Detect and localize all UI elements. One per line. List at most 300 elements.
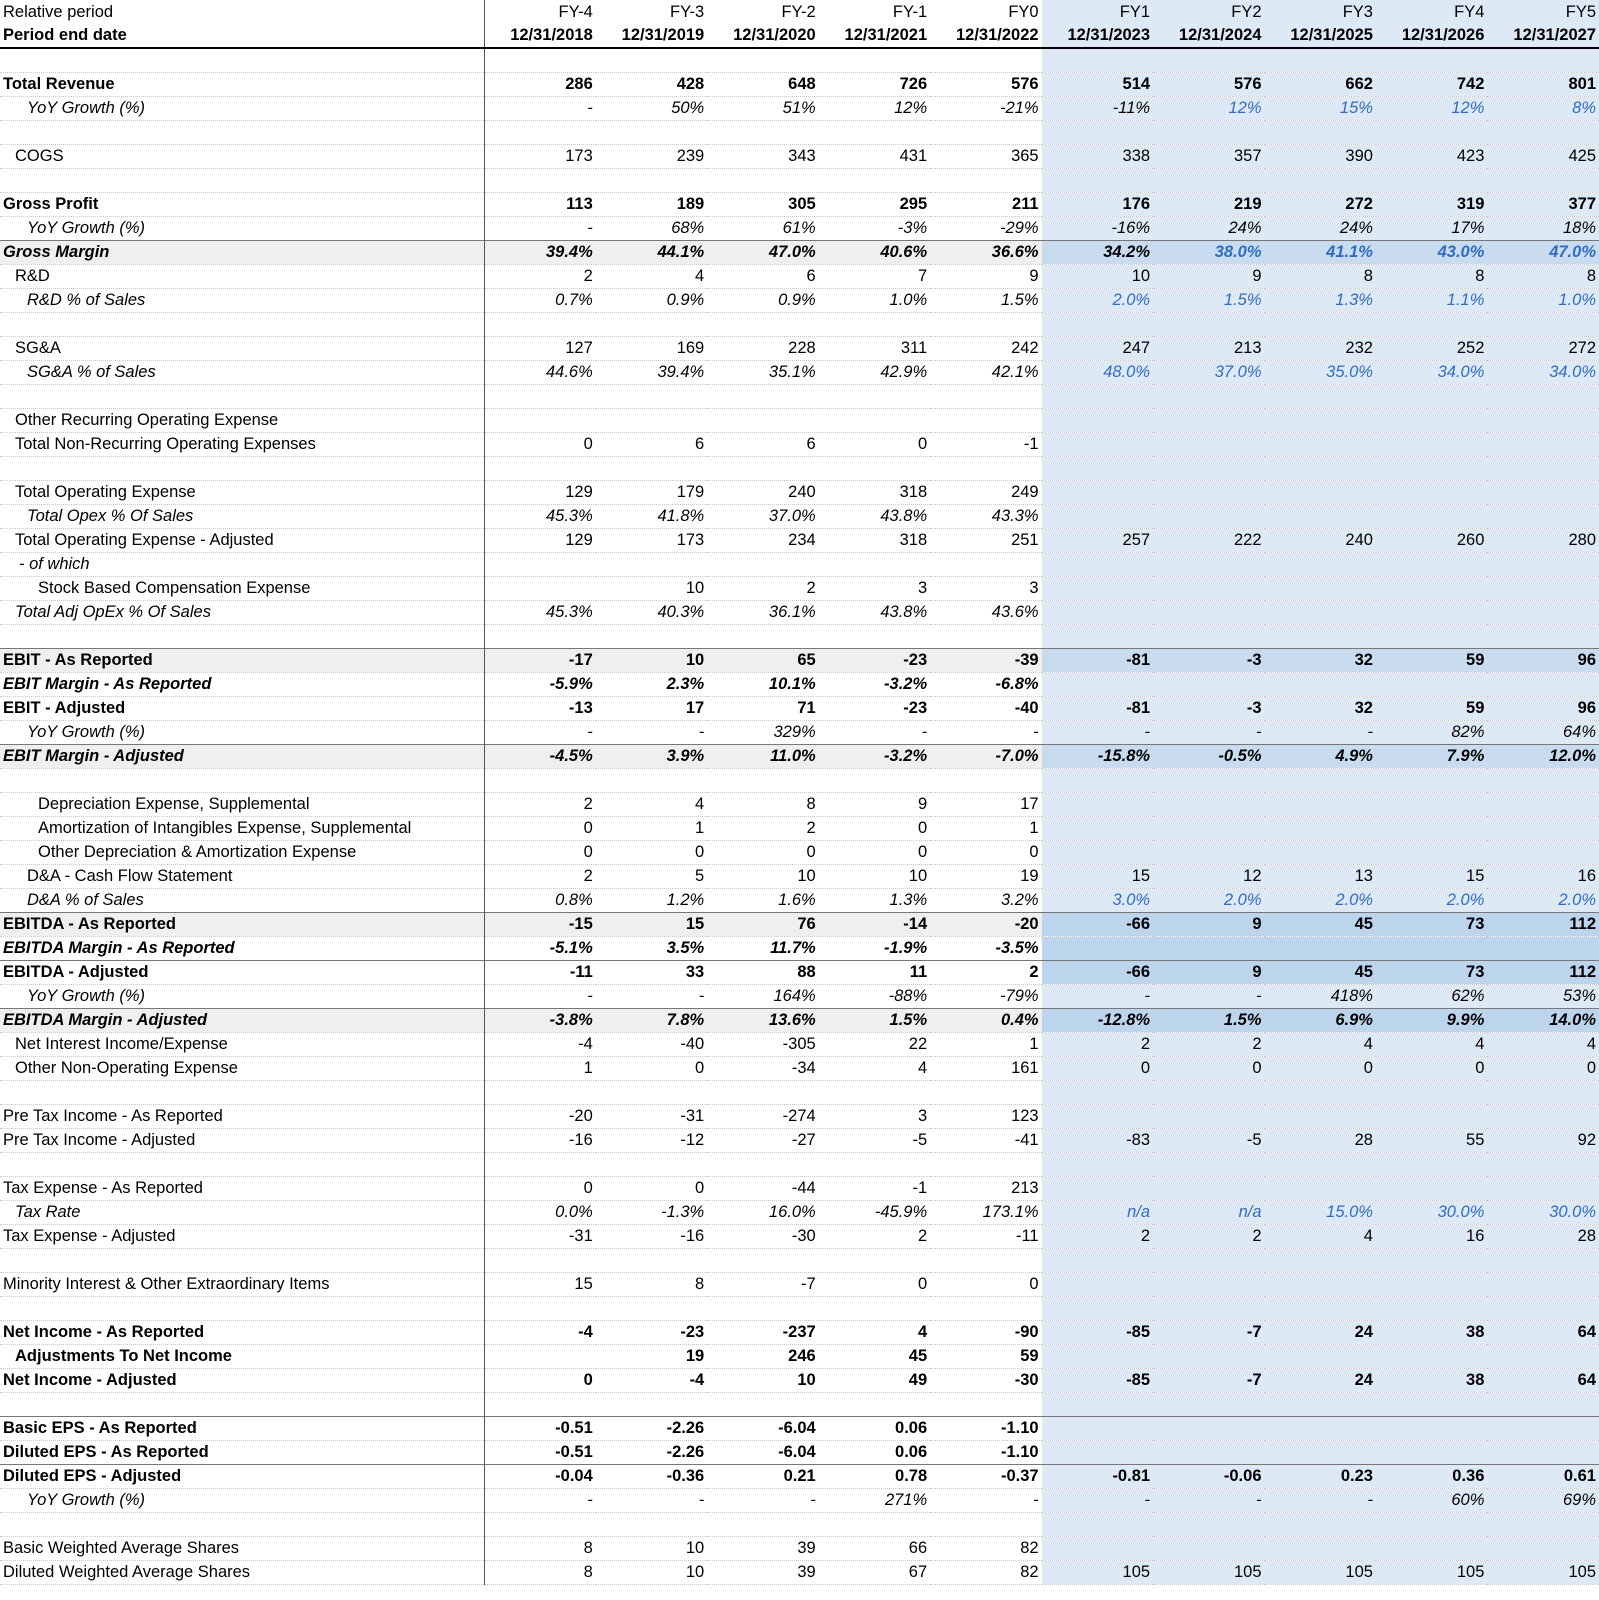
row-label[interactable]: D&A - Cash Flow Statement bbox=[0, 864, 484, 888]
value-cell[interactable]: -4 bbox=[484, 1032, 595, 1056]
value-cell[interactable]: 662 bbox=[1265, 72, 1376, 96]
value-cell[interactable]: 286 bbox=[484, 72, 595, 96]
value-cell[interactable]: -15.8% bbox=[1042, 744, 1153, 768]
value-cell[interactable]: -3% bbox=[819, 216, 930, 240]
value-cell[interactable]: 219 bbox=[1153, 192, 1264, 216]
value-cell[interactable]: 3.5% bbox=[596, 936, 707, 960]
row-label[interactable]: Total Adj OpEx % Of Sales bbox=[0, 600, 484, 624]
value-cell[interactable]: -79% bbox=[930, 984, 1041, 1008]
value-cell[interactable] bbox=[1487, 1344, 1599, 1368]
value-cell[interactable]: 2.0% bbox=[1265, 888, 1376, 912]
value-cell[interactable]: 53% bbox=[1487, 984, 1599, 1008]
value-cell[interactable] bbox=[1042, 432, 1153, 456]
value-cell[interactable]: 129 bbox=[484, 480, 595, 504]
row-label[interactable]: Net Income - Adjusted bbox=[0, 1368, 484, 1392]
value-cell[interactable] bbox=[1265, 1272, 1376, 1296]
value-cell[interactable]: 129 bbox=[484, 528, 595, 552]
value-cell[interactable] bbox=[1487, 1104, 1599, 1128]
value-cell[interactable]: 305 bbox=[707, 192, 818, 216]
period-date[interactable]: 12/31/2021 bbox=[819, 24, 930, 48]
value-cell[interactable] bbox=[1153, 840, 1264, 864]
value-cell[interactable]: -29% bbox=[930, 216, 1041, 240]
row-label[interactable]: Amortization of Intangibles Expense, Supplemental bbox=[0, 816, 484, 840]
value-cell[interactable] bbox=[930, 1392, 1041, 1416]
value-cell[interactable]: 1.2% bbox=[596, 888, 707, 912]
value-cell[interactable] bbox=[819, 1080, 930, 1104]
value-cell[interactable]: 6 bbox=[707, 432, 818, 456]
value-cell[interactable]: 2 bbox=[484, 792, 595, 816]
value-cell[interactable]: 10 bbox=[707, 864, 818, 888]
value-cell[interactable] bbox=[1153, 792, 1264, 816]
value-cell[interactable]: 3.0% bbox=[1042, 888, 1153, 912]
value-cell[interactable]: -66 bbox=[1042, 960, 1153, 984]
value-cell[interactable]: -0.51 bbox=[484, 1440, 595, 1464]
value-cell[interactable]: 260 bbox=[1376, 528, 1487, 552]
value-cell[interactable]: 280 bbox=[1487, 528, 1599, 552]
value-cell[interactable] bbox=[1265, 312, 1376, 336]
value-cell[interactable]: 1.6% bbox=[707, 888, 818, 912]
value-cell[interactable]: 0 bbox=[596, 1176, 707, 1200]
value-cell[interactable]: 249 bbox=[930, 480, 1041, 504]
value-cell[interactable]: -0.81 bbox=[1042, 1464, 1153, 1488]
value-cell[interactable] bbox=[484, 1296, 595, 1320]
value-cell[interactable]: 9 bbox=[930, 264, 1041, 288]
value-cell[interactable]: -3 bbox=[1153, 696, 1264, 720]
value-cell[interactable]: -40 bbox=[930, 696, 1041, 720]
value-cell[interactable]: -1 bbox=[930, 432, 1041, 456]
value-cell[interactable]: 0 bbox=[484, 840, 595, 864]
value-cell[interactable] bbox=[1265, 1248, 1376, 1272]
value-cell[interactable]: 295 bbox=[819, 192, 930, 216]
value-cell[interactable] bbox=[707, 312, 818, 336]
value-cell[interactable] bbox=[484, 1392, 595, 1416]
value-cell[interactable]: 96 bbox=[1487, 648, 1599, 672]
value-cell[interactable]: 0 bbox=[1487, 1056, 1599, 1080]
value-cell[interactable] bbox=[1376, 120, 1487, 144]
value-cell[interactable]: 2 bbox=[819, 1224, 930, 1248]
value-cell[interactable] bbox=[1487, 1536, 1599, 1560]
value-cell[interactable] bbox=[1042, 1176, 1153, 1200]
value-cell[interactable]: 0 bbox=[930, 1272, 1041, 1296]
value-cell[interactable] bbox=[1153, 1440, 1264, 1464]
value-cell[interactable]: 213 bbox=[930, 1176, 1041, 1200]
value-cell[interactable]: -39 bbox=[930, 648, 1041, 672]
value-cell[interactable] bbox=[1042, 1080, 1153, 1104]
value-cell[interactable]: 15.0% bbox=[1265, 1200, 1376, 1224]
value-cell[interactable] bbox=[930, 1248, 1041, 1272]
value-cell[interactable] bbox=[1265, 552, 1376, 576]
value-cell[interactable] bbox=[1042, 1296, 1153, 1320]
value-cell[interactable]: 42.1% bbox=[930, 360, 1041, 384]
value-cell[interactable]: 10.1% bbox=[707, 672, 818, 696]
row-label[interactable]: R&D % of Sales bbox=[0, 288, 484, 312]
value-cell[interactable]: 390 bbox=[1265, 144, 1376, 168]
value-cell[interactable]: 41.8% bbox=[596, 504, 707, 528]
value-cell[interactable]: 239 bbox=[596, 144, 707, 168]
value-cell[interactable] bbox=[1042, 768, 1153, 792]
value-cell[interactable] bbox=[484, 1344, 595, 1368]
row-label[interactable]: YoY Growth (%) bbox=[0, 984, 484, 1008]
value-cell[interactable]: - bbox=[1153, 984, 1264, 1008]
value-cell[interactable] bbox=[1376, 1536, 1487, 1560]
value-cell[interactable]: 1.5% bbox=[1153, 288, 1264, 312]
value-cell[interactable]: 45 bbox=[1265, 960, 1376, 984]
value-cell[interactable] bbox=[1265, 1416, 1376, 1440]
value-cell[interactable] bbox=[1487, 600, 1599, 624]
period-header[interactable]: FY3 bbox=[1265, 0, 1376, 24]
value-cell[interactable]: 40.3% bbox=[596, 600, 707, 624]
value-cell[interactable] bbox=[930, 552, 1041, 576]
row-label[interactable]: EBITDA Margin - As Reported bbox=[0, 936, 484, 960]
value-cell[interactable]: -13 bbox=[484, 696, 595, 720]
value-cell[interactable]: 257 bbox=[1042, 528, 1153, 552]
value-cell[interactable] bbox=[1376, 624, 1487, 648]
value-cell[interactable]: -0.06 bbox=[1153, 1464, 1264, 1488]
value-cell[interactable] bbox=[1376, 408, 1487, 432]
value-cell[interactable]: 19 bbox=[930, 864, 1041, 888]
value-cell[interactable]: 51% bbox=[707, 96, 818, 120]
value-cell[interactable]: 105 bbox=[1265, 1560, 1376, 1584]
value-cell[interactable]: -0.04 bbox=[484, 1464, 595, 1488]
value-cell[interactable] bbox=[1153, 1080, 1264, 1104]
value-cell[interactable] bbox=[1376, 1512, 1487, 1536]
value-cell[interactable]: 0 bbox=[930, 840, 1041, 864]
value-cell[interactable]: -5 bbox=[819, 1128, 930, 1152]
value-cell[interactable] bbox=[1376, 432, 1487, 456]
value-cell[interactable]: 42.9% bbox=[819, 360, 930, 384]
value-cell[interactable]: 10 bbox=[596, 1536, 707, 1560]
value-cell[interactable]: 9 bbox=[1153, 960, 1264, 984]
value-cell[interactable]: 2 bbox=[707, 576, 818, 600]
period-header[interactable]: FY4 bbox=[1376, 0, 1487, 24]
value-cell[interactable]: 272 bbox=[1265, 192, 1376, 216]
period-date[interactable]: 12/31/2027 bbox=[1487, 24, 1599, 48]
row-label[interactable]: Basic Weighted Average Shares bbox=[0, 1536, 484, 1560]
value-cell[interactable] bbox=[819, 1512, 930, 1536]
value-cell[interactable]: 247 bbox=[1042, 336, 1153, 360]
value-cell[interactable]: 4 bbox=[1487, 1032, 1599, 1056]
period-date[interactable]: 12/31/2020 bbox=[707, 24, 818, 48]
value-cell[interactable] bbox=[484, 168, 595, 192]
value-cell[interactable]: 82 bbox=[930, 1536, 1041, 1560]
period-header[interactable]: FY-2 bbox=[781, 2, 816, 21]
row-label[interactable]: - of which bbox=[0, 552, 484, 576]
row-label[interactable]: EBITDA - Adjusted bbox=[0, 960, 484, 984]
value-cell[interactable] bbox=[1487, 168, 1599, 192]
value-cell[interactable] bbox=[1153, 1152, 1264, 1176]
value-cell[interactable]: 15% bbox=[1265, 96, 1376, 120]
value-cell[interactable] bbox=[1376, 1272, 1487, 1296]
value-cell[interactable]: 45.3% bbox=[484, 600, 595, 624]
row-label[interactable]: COGS bbox=[0, 144, 484, 168]
value-cell[interactable]: 365 bbox=[930, 144, 1041, 168]
value-cell[interactable]: - bbox=[484, 1488, 595, 1512]
value-cell[interactable]: 34.0% bbox=[1376, 360, 1487, 384]
row-label[interactable]: Tax Rate bbox=[0, 1200, 484, 1224]
value-cell[interactable] bbox=[1153, 480, 1264, 504]
row-label[interactable] bbox=[0, 48, 484, 72]
value-cell[interactable]: 38 bbox=[1376, 1368, 1487, 1392]
value-cell[interactable]: 0.9% bbox=[707, 288, 818, 312]
value-cell[interactable]: -0.5% bbox=[1153, 744, 1264, 768]
value-cell[interactable] bbox=[819, 456, 930, 480]
value-cell[interactable]: -85 bbox=[1042, 1368, 1153, 1392]
value-cell[interactable]: 15 bbox=[596, 912, 707, 936]
value-cell[interactable]: - bbox=[930, 1488, 1041, 1512]
row-label[interactable]: EBIT - As Reported bbox=[0, 648, 484, 672]
value-cell[interactable]: 68% bbox=[596, 216, 707, 240]
row-label[interactable]: EBIT - Adjusted bbox=[0, 696, 484, 720]
value-cell[interactable]: 0 bbox=[707, 840, 818, 864]
value-cell[interactable] bbox=[707, 1296, 818, 1320]
relative-period-label[interactable]: Relative period bbox=[0, 0, 484, 24]
value-cell[interactable]: -45.9% bbox=[819, 1200, 930, 1224]
value-cell[interactable]: 3.2% bbox=[930, 888, 1041, 912]
value-cell[interactable]: 1.5% bbox=[819, 1008, 930, 1032]
value-cell[interactable]: 8% bbox=[1487, 96, 1599, 120]
value-cell[interactable]: 16.0% bbox=[707, 1200, 818, 1224]
value-cell[interactable] bbox=[1265, 816, 1376, 840]
value-cell[interactable]: -21% bbox=[930, 96, 1041, 120]
value-cell[interactable]: - bbox=[484, 720, 595, 744]
value-cell[interactable]: 252 bbox=[1376, 336, 1487, 360]
value-cell[interactable] bbox=[1042, 552, 1153, 576]
value-cell[interactable]: 1.5% bbox=[930, 288, 1041, 312]
value-cell[interactable]: -1 bbox=[819, 1176, 930, 1200]
row-label[interactable] bbox=[0, 312, 484, 336]
value-cell[interactable]: 7.8% bbox=[596, 1008, 707, 1032]
value-cell[interactable] bbox=[1376, 456, 1487, 480]
value-cell[interactable]: 12 bbox=[1153, 864, 1264, 888]
value-cell[interactable] bbox=[1376, 168, 1487, 192]
value-cell[interactable] bbox=[1376, 1080, 1487, 1104]
value-cell[interactable]: 343 bbox=[707, 144, 818, 168]
value-cell[interactable]: -6.04 bbox=[707, 1416, 818, 1440]
value-cell[interactable] bbox=[1487, 624, 1599, 648]
value-cell[interactable]: 12.0% bbox=[1487, 744, 1599, 768]
value-cell[interactable]: 648 bbox=[707, 72, 818, 96]
value-cell[interactable]: - bbox=[1265, 1488, 1376, 1512]
value-cell[interactable] bbox=[930, 1080, 1041, 1104]
value-cell[interactable] bbox=[1487, 768, 1599, 792]
value-cell[interactable] bbox=[1265, 576, 1376, 600]
row-label[interactable]: Gross Profit bbox=[0, 192, 484, 216]
value-cell[interactable] bbox=[930, 456, 1041, 480]
row-label[interactable]: Total Revenue bbox=[0, 72, 484, 96]
value-cell[interactable]: -5.1% bbox=[484, 936, 595, 960]
value-cell[interactable]: 47.0% bbox=[1487, 240, 1599, 264]
value-cell[interactable] bbox=[596, 456, 707, 480]
value-cell[interactable]: 726 bbox=[819, 72, 930, 96]
row-label[interactable] bbox=[0, 168, 484, 192]
row-label[interactable] bbox=[0, 1080, 484, 1104]
row-label[interactable]: R&D bbox=[0, 264, 484, 288]
value-cell[interactable] bbox=[707, 1248, 818, 1272]
row-label[interactable]: EBIT Margin - As Reported bbox=[0, 672, 484, 696]
row-label[interactable] bbox=[0, 624, 484, 648]
value-cell[interactable] bbox=[596, 768, 707, 792]
value-cell[interactable]: 24% bbox=[1265, 216, 1376, 240]
value-cell[interactable]: 0.7% bbox=[484, 288, 595, 312]
value-cell[interactable] bbox=[1153, 120, 1264, 144]
value-cell[interactable]: 0 bbox=[819, 1272, 930, 1296]
value-cell[interactable]: -88% bbox=[819, 984, 930, 1008]
value-cell[interactable] bbox=[1042, 408, 1153, 432]
row-label[interactable] bbox=[0, 768, 484, 792]
value-cell[interactable]: -16 bbox=[484, 1128, 595, 1152]
period-date[interactable]: 12/31/2025 bbox=[1265, 24, 1376, 48]
value-cell[interactable] bbox=[1042, 480, 1153, 504]
value-cell[interactable] bbox=[1265, 1176, 1376, 1200]
value-cell[interactable]: 35.1% bbox=[707, 360, 818, 384]
value-cell[interactable] bbox=[484, 1080, 595, 1104]
value-cell[interactable]: -83 bbox=[1042, 1128, 1153, 1152]
value-cell[interactable]: 34.2% bbox=[1042, 240, 1153, 264]
value-cell[interactable]: 47.0% bbox=[707, 240, 818, 264]
value-cell[interactable] bbox=[1153, 576, 1264, 600]
value-cell[interactable]: 2 bbox=[1042, 1224, 1153, 1248]
row-label[interactable] bbox=[0, 1152, 484, 1176]
value-cell[interactable] bbox=[1487, 1272, 1599, 1296]
value-cell[interactable]: 0 bbox=[1376, 1056, 1487, 1080]
value-cell[interactable]: 242 bbox=[930, 336, 1041, 360]
value-cell[interactable]: 10 bbox=[596, 648, 707, 672]
row-label[interactable]: Stock Based Compensation Expense bbox=[0, 576, 484, 600]
value-cell[interactable] bbox=[1153, 1272, 1264, 1296]
value-cell[interactable] bbox=[930, 120, 1041, 144]
value-cell[interactable]: 0 bbox=[484, 816, 595, 840]
value-cell[interactable]: 9 bbox=[819, 792, 930, 816]
value-cell[interactable]: 2 bbox=[930, 960, 1041, 984]
value-cell[interactable]: 2.0% bbox=[1042, 288, 1153, 312]
value-cell[interactable] bbox=[930, 1512, 1041, 1536]
value-cell[interactable] bbox=[484, 48, 595, 72]
value-cell[interactable]: n/a bbox=[1153, 1200, 1264, 1224]
period-header[interactable]: FY-4 bbox=[558, 2, 593, 21]
row-label[interactable]: Diluted EPS - Adjusted bbox=[0, 1464, 484, 1488]
value-cell[interactable]: - bbox=[930, 720, 1041, 744]
value-cell[interactable] bbox=[930, 768, 1041, 792]
value-cell[interactable]: 64 bbox=[1487, 1320, 1599, 1344]
value-cell[interactable]: -16% bbox=[1042, 216, 1153, 240]
value-cell[interactable]: 9 bbox=[1153, 912, 1264, 936]
value-cell[interactable] bbox=[1153, 1344, 1264, 1368]
value-cell[interactable] bbox=[1153, 1416, 1264, 1440]
value-cell[interactable] bbox=[484, 624, 595, 648]
value-cell[interactable] bbox=[1487, 480, 1599, 504]
value-cell[interactable]: 22 bbox=[819, 1032, 930, 1056]
value-cell[interactable]: 73 bbox=[1376, 912, 1487, 936]
value-cell[interactable] bbox=[596, 624, 707, 648]
period-end-date-label[interactable]: Period end date bbox=[0, 24, 484, 48]
value-cell[interactable] bbox=[1265, 768, 1376, 792]
value-cell[interactable]: 50% bbox=[596, 96, 707, 120]
value-cell[interactable]: -305 bbox=[707, 1032, 818, 1056]
value-cell[interactable] bbox=[1153, 408, 1264, 432]
value-cell[interactable]: 71 bbox=[707, 696, 818, 720]
value-cell[interactable]: 2 bbox=[1153, 1224, 1264, 1248]
value-cell[interactable] bbox=[1153, 936, 1264, 960]
value-cell[interactable]: 2 bbox=[707, 816, 818, 840]
row-label[interactable] bbox=[0, 384, 484, 408]
value-cell[interactable]: 4 bbox=[819, 1056, 930, 1080]
value-cell[interactable] bbox=[707, 1152, 818, 1176]
value-cell[interactable] bbox=[1376, 1344, 1487, 1368]
row-label[interactable]: Total Opex % Of Sales bbox=[0, 504, 484, 528]
row-label[interactable]: YoY Growth (%) bbox=[0, 1488, 484, 1512]
value-cell[interactable]: 2 bbox=[484, 864, 595, 888]
value-cell[interactable]: 3 bbox=[819, 576, 930, 600]
value-cell[interactable] bbox=[1376, 768, 1487, 792]
value-cell[interactable]: 28 bbox=[1265, 1128, 1376, 1152]
value-cell[interactable]: 82% bbox=[1376, 720, 1487, 744]
period-header[interactable]: FY0 bbox=[1008, 2, 1039, 21]
value-cell[interactable]: 377 bbox=[1487, 192, 1599, 216]
value-cell[interactable]: 73 bbox=[1376, 960, 1487, 984]
value-cell[interactable]: 15 bbox=[1376, 864, 1487, 888]
value-cell[interactable]: 173.1% bbox=[930, 1200, 1041, 1224]
value-cell[interactable]: 11 bbox=[819, 960, 930, 984]
value-cell[interactable]: -23 bbox=[819, 696, 930, 720]
value-cell[interactable]: 59 bbox=[1376, 696, 1487, 720]
value-cell[interactable]: -40 bbox=[596, 1032, 707, 1056]
value-cell[interactable] bbox=[1376, 792, 1487, 816]
value-cell[interactable] bbox=[484, 768, 595, 792]
value-cell[interactable] bbox=[1487, 504, 1599, 528]
value-cell[interactable]: 228 bbox=[707, 336, 818, 360]
value-cell[interactable] bbox=[1153, 1392, 1264, 1416]
value-cell[interactable]: 0.06 bbox=[819, 1440, 930, 1464]
value-cell[interactable]: -23 bbox=[819, 648, 930, 672]
value-cell[interactable]: 576 bbox=[930, 72, 1041, 96]
value-cell[interactable]: 123 bbox=[930, 1104, 1041, 1128]
value-cell[interactable] bbox=[1265, 936, 1376, 960]
value-cell[interactable] bbox=[1042, 120, 1153, 144]
value-cell[interactable]: -41 bbox=[930, 1128, 1041, 1152]
value-cell[interactable]: 40.6% bbox=[819, 240, 930, 264]
value-cell[interactable] bbox=[1153, 432, 1264, 456]
value-cell[interactable] bbox=[1042, 1272, 1153, 1296]
value-cell[interactable]: -23 bbox=[596, 1320, 707, 1344]
value-cell[interactable] bbox=[930, 408, 1041, 432]
value-cell[interactable]: -81 bbox=[1042, 648, 1153, 672]
value-cell[interactable]: 318 bbox=[819, 480, 930, 504]
value-cell[interactable]: 127 bbox=[484, 336, 595, 360]
value-cell[interactable] bbox=[1042, 1248, 1153, 1272]
value-cell[interactable] bbox=[484, 1152, 595, 1176]
row-label[interactable]: Total Operating Expense - Adjusted bbox=[0, 528, 484, 552]
value-cell[interactable] bbox=[1265, 1152, 1376, 1176]
value-cell[interactable] bbox=[596, 1392, 707, 1416]
value-cell[interactable] bbox=[819, 312, 930, 336]
value-cell[interactable]: 62% bbox=[1376, 984, 1487, 1008]
value-cell[interactable]: 105 bbox=[1042, 1560, 1153, 1584]
row-label[interactable]: Pre Tax Income - Adjusted bbox=[0, 1128, 484, 1152]
value-cell[interactable] bbox=[1042, 624, 1153, 648]
value-cell[interactable]: 3.9% bbox=[596, 744, 707, 768]
value-cell[interactable]: - bbox=[484, 96, 595, 120]
value-cell[interactable] bbox=[1487, 312, 1599, 336]
value-cell[interactable] bbox=[1376, 600, 1487, 624]
value-cell[interactable]: 19 bbox=[596, 1344, 707, 1368]
period-header[interactable]: FY2 bbox=[1153, 0, 1264, 24]
value-cell[interactable] bbox=[1265, 408, 1376, 432]
value-cell[interactable]: 61% bbox=[707, 216, 818, 240]
value-cell[interactable]: 0 bbox=[819, 840, 930, 864]
value-cell[interactable]: 423 bbox=[1376, 144, 1487, 168]
value-cell[interactable]: -85 bbox=[1042, 1320, 1153, 1344]
value-cell[interactable]: 12% bbox=[1376, 96, 1487, 120]
